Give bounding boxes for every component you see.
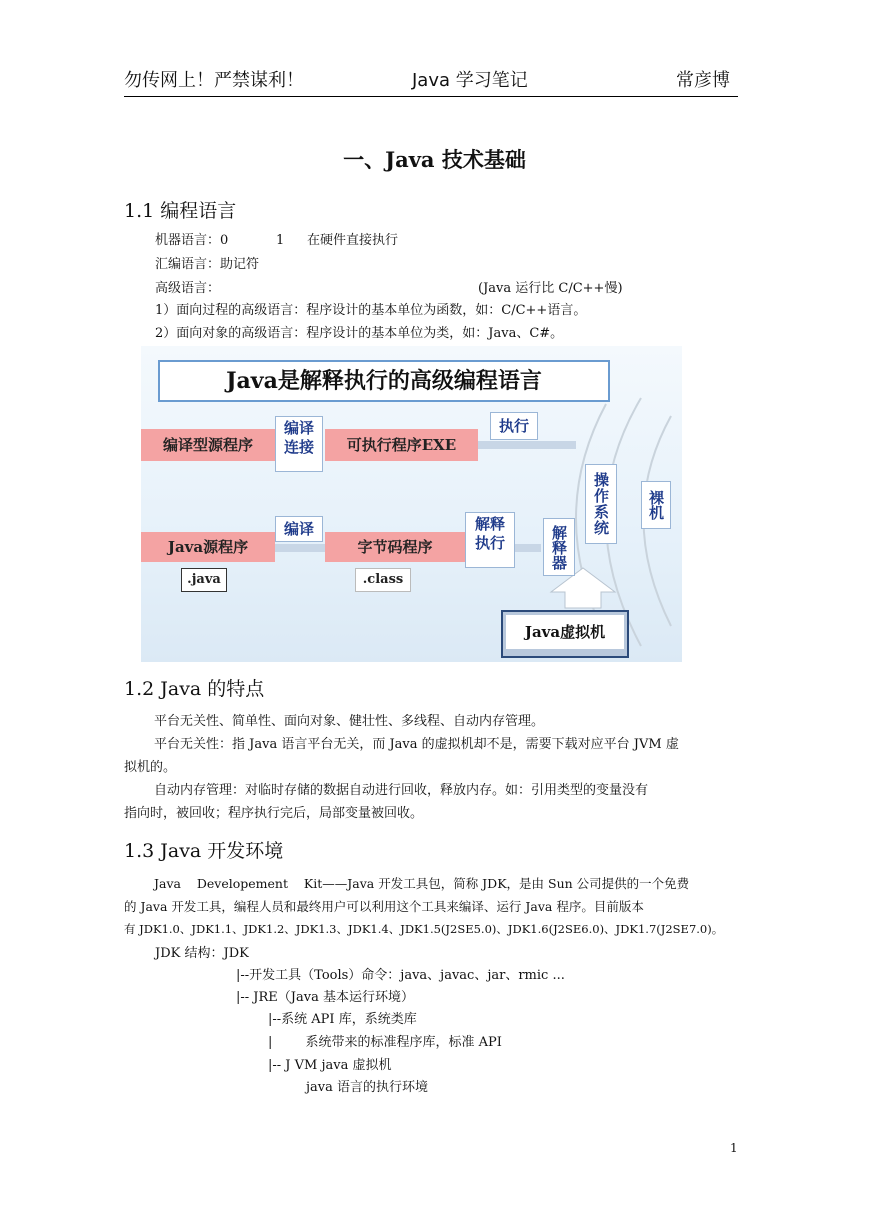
diagram-title: Java是解释执行的高级编程语言	[158, 360, 610, 402]
features-paragraph	[124, 710, 738, 825]
header-right: 常彦博	[676, 70, 730, 91]
tree-jvm: |-- J VM java 虚拟机	[268, 1058, 392, 1073]
tree-jre: |-- JRE（Java 基本运行环境）	[236, 990, 414, 1005]
section-heading-1-3: 1.3 Java 开发环境	[124, 840, 284, 862]
tree-exec-env: java 语言的执行环境	[306, 1080, 429, 1095]
execute-arrow	[478, 441, 576, 449]
features-line-1: 平台无关性、简单性、面向对象、健壮性、多线程、自动内存管理。	[154, 714, 545, 729]
jdk-line-1: Java Developement Kit——Java 开发工具包，简称 JDK，是由 Sun 公司提供的一个免费	[154, 876, 690, 891]
compiled-source-box: 编译型源程序	[141, 429, 275, 461]
interpret-execute-line2: 执行	[474, 534, 505, 552]
bare-machine-box: 裸机	[641, 481, 671, 529]
machine-language-desc: 在硬件直接执行	[307, 233, 399, 248]
execute-label-box: 执行	[490, 412, 538, 440]
java-execution-diagram	[141, 346, 682, 662]
compile-link-line2: 连接	[283, 438, 314, 456]
features-line-3a: 自动内存管理：对临时存储的数据自动进行回收，释放内存。如：引用类型的变量没有	[154, 783, 649, 798]
java-extension-box: .java	[181, 568, 227, 592]
header-left: 勿传网上！严禁谋利！	[124, 70, 304, 91]
os-box: 操作系统	[585, 464, 617, 544]
jvm-frame	[501, 610, 629, 658]
page-number: 1	[730, 1141, 738, 1155]
tree-tools: |--开发工具（Tools）命令：java、javac、jar、rmic ...	[236, 968, 565, 983]
compile-label-box: 编译	[275, 516, 323, 542]
features-line-2a: 平台无关性：指 Java 语言平台无关，而 Java 的虚拟机却不是，需要下载对应平台 JVM 虚	[154, 737, 679, 752]
jdk-line-2: 的 Java 开发工具，编程人员和最终用户可以利用这个工具来编译、运行 Java 程序。目前版本	[124, 899, 644, 914]
interpret-execute-line1: 解释	[474, 515, 505, 533]
machine-language-one: 1	[276, 233, 285, 248]
tree-api: |--系统 API 库，系统类库	[268, 1012, 417, 1027]
page-title: 一、Java 技术基础	[343, 147, 526, 172]
bytecode-box: 字节码程序	[325, 532, 465, 562]
jdk-paragraph	[124, 872, 738, 941]
jvm-box: Java虚拟机	[506, 615, 624, 649]
compile-link-box	[275, 416, 323, 472]
jdk-line-3: 有 JDK1.0、JDK1.1、JDK1.2、JDK1.3、JDK1.4、JDK1.5(J2SE5.0)、JDK1.6(J2SE6.0)、JDK1.7(J2SE7.0)。	[124, 922, 724, 936]
list-item-object-oriented: 2）面向对象的高级语言：程序设计的基本单位为类，如：Java、C#。	[155, 326, 564, 341]
list-item-procedural: 1）面向过程的高级语言：程序设计的基本单位为函数，如：C/C++语言。	[155, 303, 587, 318]
section-heading-1-2: 1.2 Java 的特点	[124, 678, 265, 700]
class-extension-box: .class	[355, 568, 411, 592]
compile-link-line1: 编译	[283, 419, 314, 437]
header-rule	[124, 96, 738, 97]
interpret-execute-box	[465, 512, 515, 568]
high-level-language-label: 高级语言：	[155, 281, 221, 296]
section-heading-1-1: 1.1 编程语言	[124, 200, 237, 222]
compile-arrow	[275, 544, 325, 552]
high-level-language-note: (Java 运行比 C/C++慢)	[478, 281, 623, 296]
assembly-language: 汇编语言：助记符	[155, 257, 260, 272]
header-center: Java 学习笔记	[412, 70, 528, 91]
jdk-structure-label: JDK 结构：JDK	[155, 946, 249, 961]
java-source-box: Java源程序	[141, 532, 275, 562]
interpreter-box: 解释器	[543, 518, 575, 576]
machine-language-label: 机器语言：0	[155, 233, 229, 248]
executable-box: 可执行程序EXE	[325, 429, 478, 461]
features-line-2b: 拟机的。	[124, 760, 177, 775]
tree-standard-lib: | 系统带来的标准程序库，标准 API	[268, 1035, 502, 1050]
features-line-3b: 指向时，被回收；程序执行完后，局部变量被回收。	[124, 806, 424, 821]
